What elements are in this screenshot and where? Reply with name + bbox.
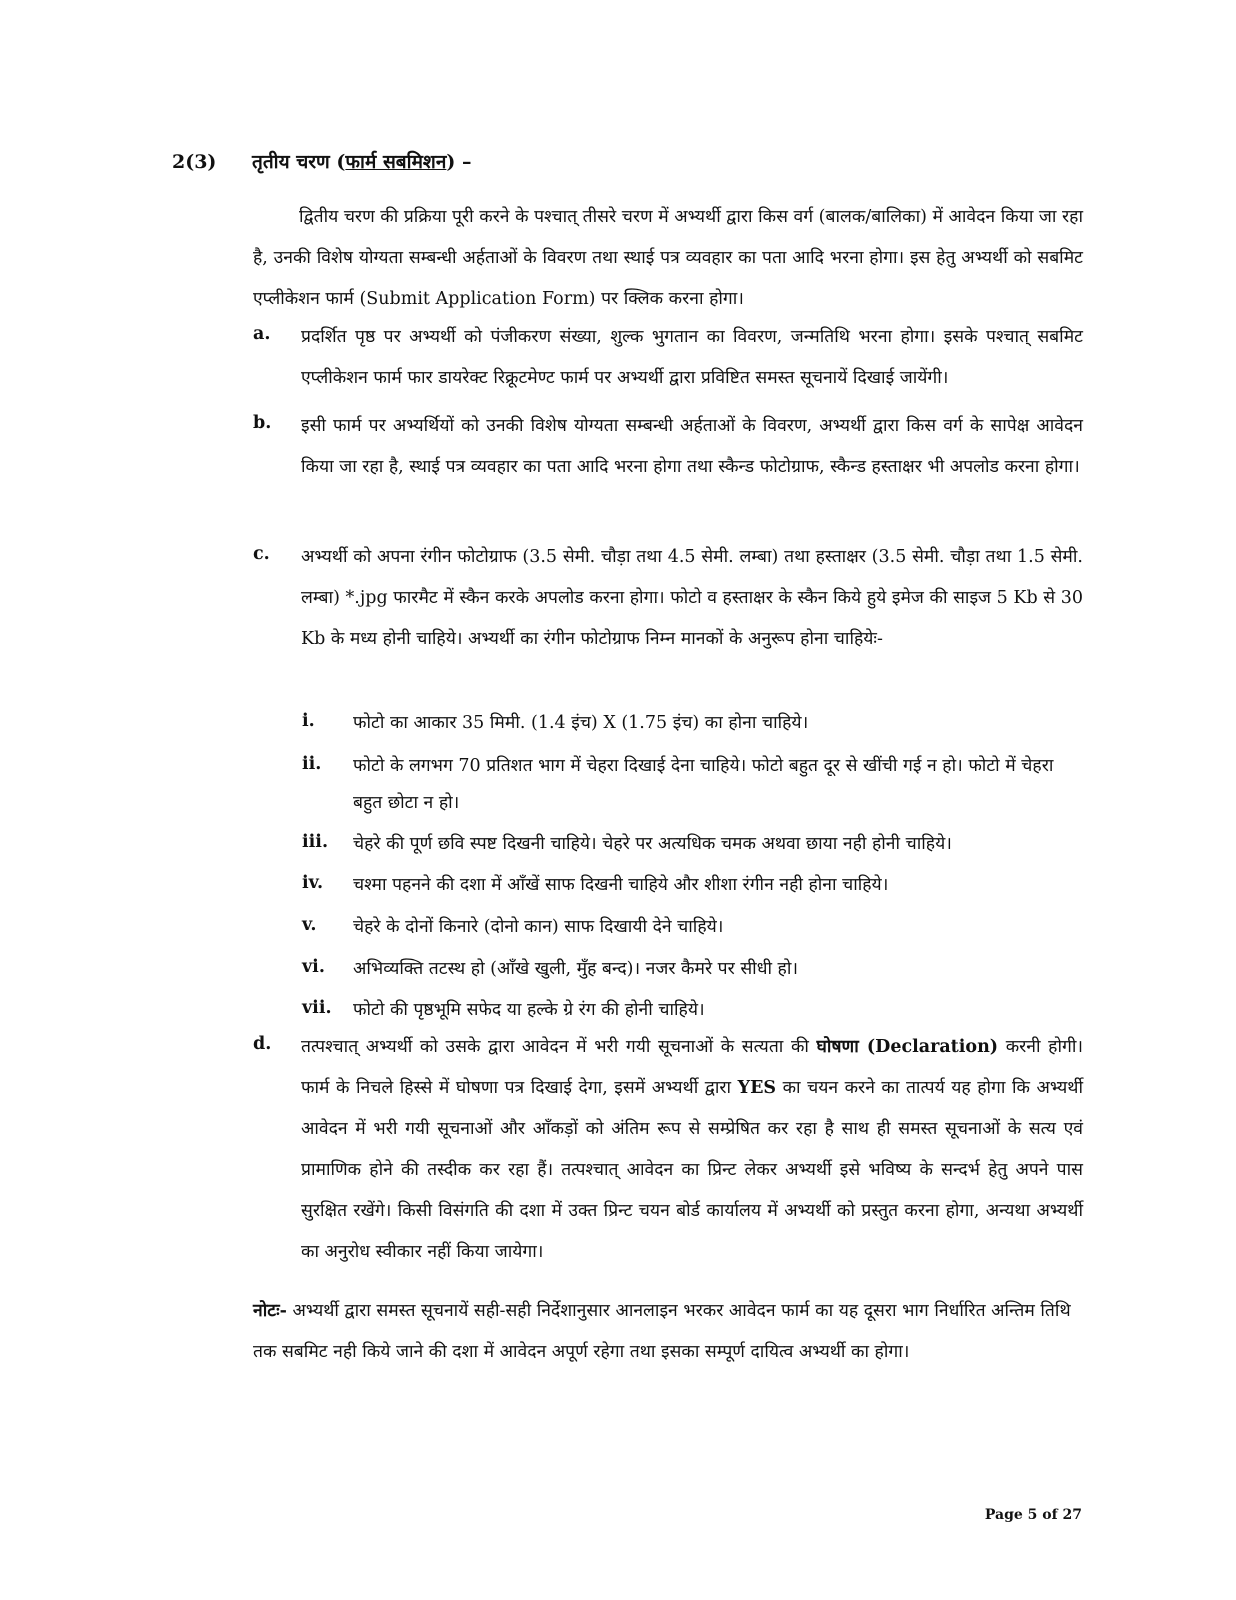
sub-item-text: अभिव्यक्ति तटस्थ हो (आँखे खुली, मुँह बन्द)। नजर कैमरे पर सीधी हो। (353, 959, 799, 979)
item-label: c. (253, 544, 270, 564)
note-label: नोटः- (253, 1301, 287, 1321)
list-item-a (253, 317, 1083, 399)
sub-item-text: चेहरे के दोनों किनारे (दोनो कान) साफ दिखायी देने चाहिये। (353, 917, 724, 937)
section-title-underlined: फार्म सबमिशन (345, 151, 447, 173)
list-item-c (253, 537, 1083, 660)
yes-bold: YES (737, 1078, 777, 1098)
sub-item-i (302, 705, 1083, 742)
sub-item-iii (302, 826, 1083, 863)
sub-item-label: vi. (302, 957, 325, 977)
sub-item-vi (302, 951, 1083, 988)
sub-item-text: चेहरे की पूर्ण छवि स्पष्ट दिखनी चाहिये। चेहरे पर अत्यधिक चमक अथवा छाया नही होनी चाहिये। (353, 834, 952, 854)
list-item-b (253, 406, 1083, 488)
sub-item-text: फोटो की पृष्ठभूमि सफेद या हल्के ग्रे रंग की होनी चाहिये। (353, 1000, 705, 1020)
sub-item-iv (302, 867, 1083, 904)
item-label: a. (253, 324, 271, 344)
intro-paragraph: द्वितीय चरण की प्रक्रिया पूरी करने के पश्चात् तीसरे चरण में अभ्यर्थी द्वारा किस वर्ग (बालक/बालिका) में आवेदन किया जा रहा है, उनकी विशेष योग्यता सम्बन्धी अर्हताओं के विवरण तथा स्थाई पत्र व्यवहार का पता आदि भरना होगा। इस हेतु अभ्यर्थी को सबमिट एप्लीकेशन फार्म (Submit Application Form) पर क्लिक करना होगा। (253, 207, 1083, 309)
section-heading (172, 148, 472, 174)
item-text: प्रदर्शित पृष्ठ पर अभ्यर्थी को पंजीकरण संख्या, शुल्क भुगतान का विवरण, जन्मतिथि भरना होगा। इसके पश्चात् सबमिट एप्लीकेशन फार्म फार डायरेक्ट रिक्रूटमेण्ट फार्म पर अभ्यर्थी द्वारा प्रविष्टित समस्त सूचनायें दिखाई जायेंगी। (301, 327, 1083, 388)
section-title: तृतीय चरण (फार्म सबमिशन) – (252, 151, 472, 173)
sub-item-label: iii. (302, 832, 329, 852)
sub-item-label: v. (302, 915, 317, 935)
page-number: Page 5 of 27 (984, 1507, 1082, 1523)
section-number: 2(3) (172, 151, 217, 173)
item-label: d. (253, 1034, 272, 1054)
item-text: अभ्यर्थी को अपना रंगीन फोटोग्राफ (3.5 सेमी. चौड़ा तथा 4.5 सेमी. लम्बा) तथा हस्ताक्षर (3.5 सेमी. चौड़ा तथा 1.5 सेमी. लम्बा) *.jpg फारमैट में स्कैन करके अपलोड करना होगा। फोटो व हस्ताक्षर के स्कैन किये हुये इमेज की साइज 5 Kb से 30 Kb के मध्य होनी चाहिये। अभ्यर्थी का रंगीन फोटोग्राफ निम्न मानकों के अनुरूप होना चाहियेः- (301, 547, 1083, 649)
sub-item-label: ii. (302, 754, 322, 774)
sub-item-text: फोटो का आकार 35 मिमी. (1.4 इंच) X (1.75 इंच) का होना चाहिये। (353, 713, 809, 733)
sub-item-label: iv. (302, 873, 324, 893)
item-label: b. (253, 413, 272, 433)
note-paragraph (253, 1291, 1083, 1373)
item-text: तत्पश्चात् अभ्यर्थी को उसके द्वारा आवेदन में भरी गयी सूचनाओं के सत्यता की घोषणा (Declaration) करनी होगी। फार्म के निचले हिस्से में घोषणा पत्र दिखाई देगा, इसमें अभ्यर्थी द्वारा YES का चयन करने का तात्पर्य यह होगा कि अभ्यर्थी आवेदन में भरी गयी सूचनाओं और आँकड़ों को अंतिम रूप से सम्प्रेषित कर रहा है साथ ही समस्त सूचनाओं के सत्य एवं प्रामाणिक होने की तस्दीक कर रहा हैं। तत्पश्चात् आवेदन का प्रिन्ट लेकर अभ्यर्थी इसे भविष्य के सन्दर्भ हेतु अपने पास सुरक्षित रखेंगे। किसी विसंगति की दशा में उक्त प्रिन्ट चयन बोर्ड कार्यालय में अभ्यर्थी को प्रस्तुत करना होगा, अन्यथा अभ्यर्थी का अनुरोध स्वीकार नहीं किया जायेगा। (301, 1037, 1084, 1262)
list-item-d (253, 1027, 1083, 1273)
sub-item-vii (302, 992, 1083, 1029)
sub-item-ii (302, 748, 1083, 822)
sub-item-text: फोटो के लगभग 70 प्रतिशत भाग में चेहरा दिखाई देना चाहिये। फोटो बहुत दूर से खींची गई न हो। फोटो में चेहरा बहुत छोटा न हो। (353, 756, 1054, 813)
item-text: इसी फार्म पर अभ्यर्थियों को उनकी विशेष योग्यता सम्बन्धी अर्हताओं के विवरण, अभ्यर्थी द्वारा किस वर्ग के सापेक्ष आवेदन किया जा रहा है, स्थाई पत्र व्यवहार का पता आदि भरना होगा तथा स्कैन्ड फोटोग्राफ, स्कैन्ड हस्ताक्षर भी अपलोड करना होगा। (301, 416, 1083, 477)
sub-item-label: vii. (302, 998, 332, 1018)
sub-item-label: i. (302, 711, 315, 731)
sub-item-v (302, 909, 1083, 946)
declaration-bold: घोषणा (Declaration) (816, 1037, 999, 1057)
note-text: अभ्यर्थी द्वारा समस्त सूचनायें सही-सही निर्देशानुसार आनलाइन भरकर आवेदन फार्म का यह दूसरा भाग निर्धारित अन्तिम तिथि तक सबमिट नही किये जाने की दशा में आवेदन अपूर्ण रहेगा तथा इसका सम्पूर्ण दायित्व अभ्यर्थी का होगा। (253, 1301, 1071, 1362)
sub-item-text: चश्मा पहनने की दशा में आँखें साफ दिखनी चाहिये और शीशा रंगीन नही होना चाहिये। (353, 875, 889, 895)
